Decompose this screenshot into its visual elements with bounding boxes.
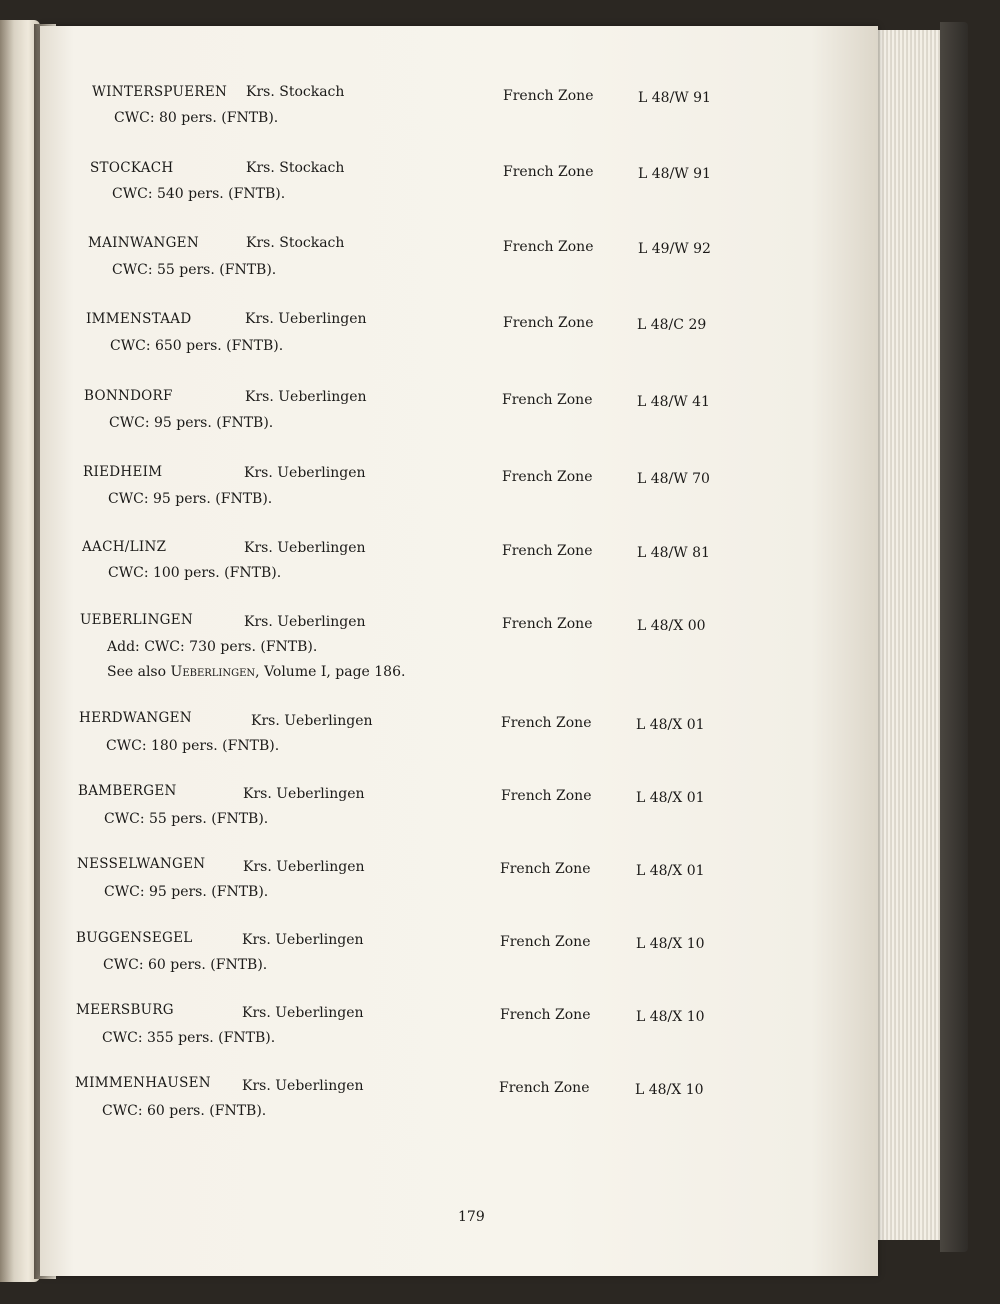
place-name: MAINWANGEN xyxy=(88,235,199,251)
place-name: HERDWANGEN xyxy=(79,710,192,726)
book-page xyxy=(40,26,878,1276)
cwc-detail: CWC: 60 pers. (FNTB). xyxy=(102,1103,267,1119)
zone: French Zone xyxy=(502,616,593,632)
place-name: IMMENSTAAD xyxy=(86,311,192,327)
grid-reference: L 48/W 81 xyxy=(637,545,710,561)
district: Krs. Ueberlingen xyxy=(242,932,364,948)
district: Krs. Ueberlingen xyxy=(244,540,366,556)
zone: French Zone xyxy=(503,164,594,180)
district: Krs. Ueberlingen xyxy=(242,1005,364,1021)
cwc-detail: CWC: 55 pers. (FNTB). xyxy=(104,811,269,827)
place-name: AACH/LINZ xyxy=(82,539,167,555)
grid-reference: L 48/W 41 xyxy=(637,394,710,410)
grid-reference: L 48/X 00 xyxy=(637,618,706,634)
cwc-detail: CWC: 60 pers. (FNTB). xyxy=(103,957,268,973)
grid-reference: L 48/W 70 xyxy=(637,471,710,487)
cwc-detail: CWC: 95 pers. (FNTB). xyxy=(109,415,274,431)
grid-reference: L 48/X 01 xyxy=(636,863,705,879)
zone: French Zone xyxy=(503,88,594,104)
see-also-suffix: , Volume I, page 186. xyxy=(255,664,406,680)
see-also-prefix: See also xyxy=(107,664,167,680)
grid-reference: L 48/W 91 xyxy=(638,166,711,182)
zone: French Zone xyxy=(502,392,593,408)
district: Krs. Ueberlingen xyxy=(245,389,367,405)
grid-reference: L 48/X 10 xyxy=(635,1082,704,1098)
grid-reference: L 48/X 01 xyxy=(636,717,705,733)
place-name: MIMMENHAUSEN xyxy=(75,1075,211,1091)
place-name: MEERSBURG xyxy=(76,1002,174,1018)
cwc-detail: CWC: 355 pers. (FNTB). xyxy=(102,1030,276,1046)
see-also-name: Ueberlingen xyxy=(170,664,256,680)
cwc-detail: CWC: 650 pers. (FNTB). xyxy=(110,338,284,354)
zone: French Zone xyxy=(502,543,593,559)
book-cover-edge xyxy=(940,22,968,1252)
zone: French Zone xyxy=(503,239,594,255)
district: Krs. Stockach xyxy=(246,160,345,176)
zone: French Zone xyxy=(500,934,591,950)
district: Krs. Ueberlingen xyxy=(242,1078,364,1094)
district: Krs. Stockach xyxy=(246,235,345,251)
zone: French Zone xyxy=(500,1007,591,1023)
cwc-detail: CWC: 100 pers. (FNTB). xyxy=(108,565,282,581)
district: Krs. Ueberlingen xyxy=(244,465,366,481)
place-name: UEBERLINGEN xyxy=(80,612,194,628)
district: Krs. Ueberlingen xyxy=(251,713,373,729)
place-name: STOCKACH xyxy=(90,160,174,176)
see-also-note xyxy=(107,664,405,680)
cwc-detail: CWC: 80 pers. (FNTB). xyxy=(114,110,279,126)
place-name: BONNDORF xyxy=(84,388,173,404)
zone: French Zone xyxy=(501,715,592,731)
grid-reference: L 48/X 01 xyxy=(636,790,705,806)
place-name: BUGGENSEGEL xyxy=(76,930,193,946)
place-name: NESSELWANGEN xyxy=(77,856,206,872)
zone: French Zone xyxy=(500,861,591,877)
district: Krs. Ueberlingen xyxy=(243,786,365,802)
district: Krs. Ueberlingen xyxy=(244,614,366,630)
zone: French Zone xyxy=(503,315,594,331)
district: Krs. Stockach xyxy=(246,84,345,100)
cwc-detail: CWC: 95 pers. (FNTB). xyxy=(108,491,273,507)
place-name: WINTERSPUEREN xyxy=(92,84,228,100)
grid-reference: L 48/X 10 xyxy=(636,936,705,952)
grid-reference: L 48/C 29 xyxy=(637,317,707,333)
cwc-detail: CWC: 540 pers. (FNTB). xyxy=(112,186,286,202)
cwc-detail: Add: CWC: 730 pers. (FNTB). xyxy=(107,639,318,655)
zone: French Zone xyxy=(499,1080,590,1096)
place-name: BAMBERGEN xyxy=(78,783,177,799)
zone: French Zone xyxy=(502,469,593,485)
page-number: 179 xyxy=(458,1209,485,1225)
district: Krs. Ueberlingen xyxy=(243,859,365,875)
grid-reference: L 48/X 10 xyxy=(636,1009,705,1025)
page-edges xyxy=(876,30,950,1240)
grid-reference: L 49/W 92 xyxy=(638,241,711,257)
zone: French Zone xyxy=(501,788,592,804)
grid-reference: L 48/W 91 xyxy=(638,90,711,106)
cwc-detail: CWC: 180 pers. (FNTB). xyxy=(106,738,280,754)
cwc-detail: CWC: 95 pers. (FNTB). xyxy=(104,884,269,900)
district: Krs. Ueberlingen xyxy=(245,311,367,327)
cwc-detail: CWC: 55 pers. (FNTB). xyxy=(112,262,277,278)
place-name: RIEDHEIM xyxy=(83,464,163,480)
